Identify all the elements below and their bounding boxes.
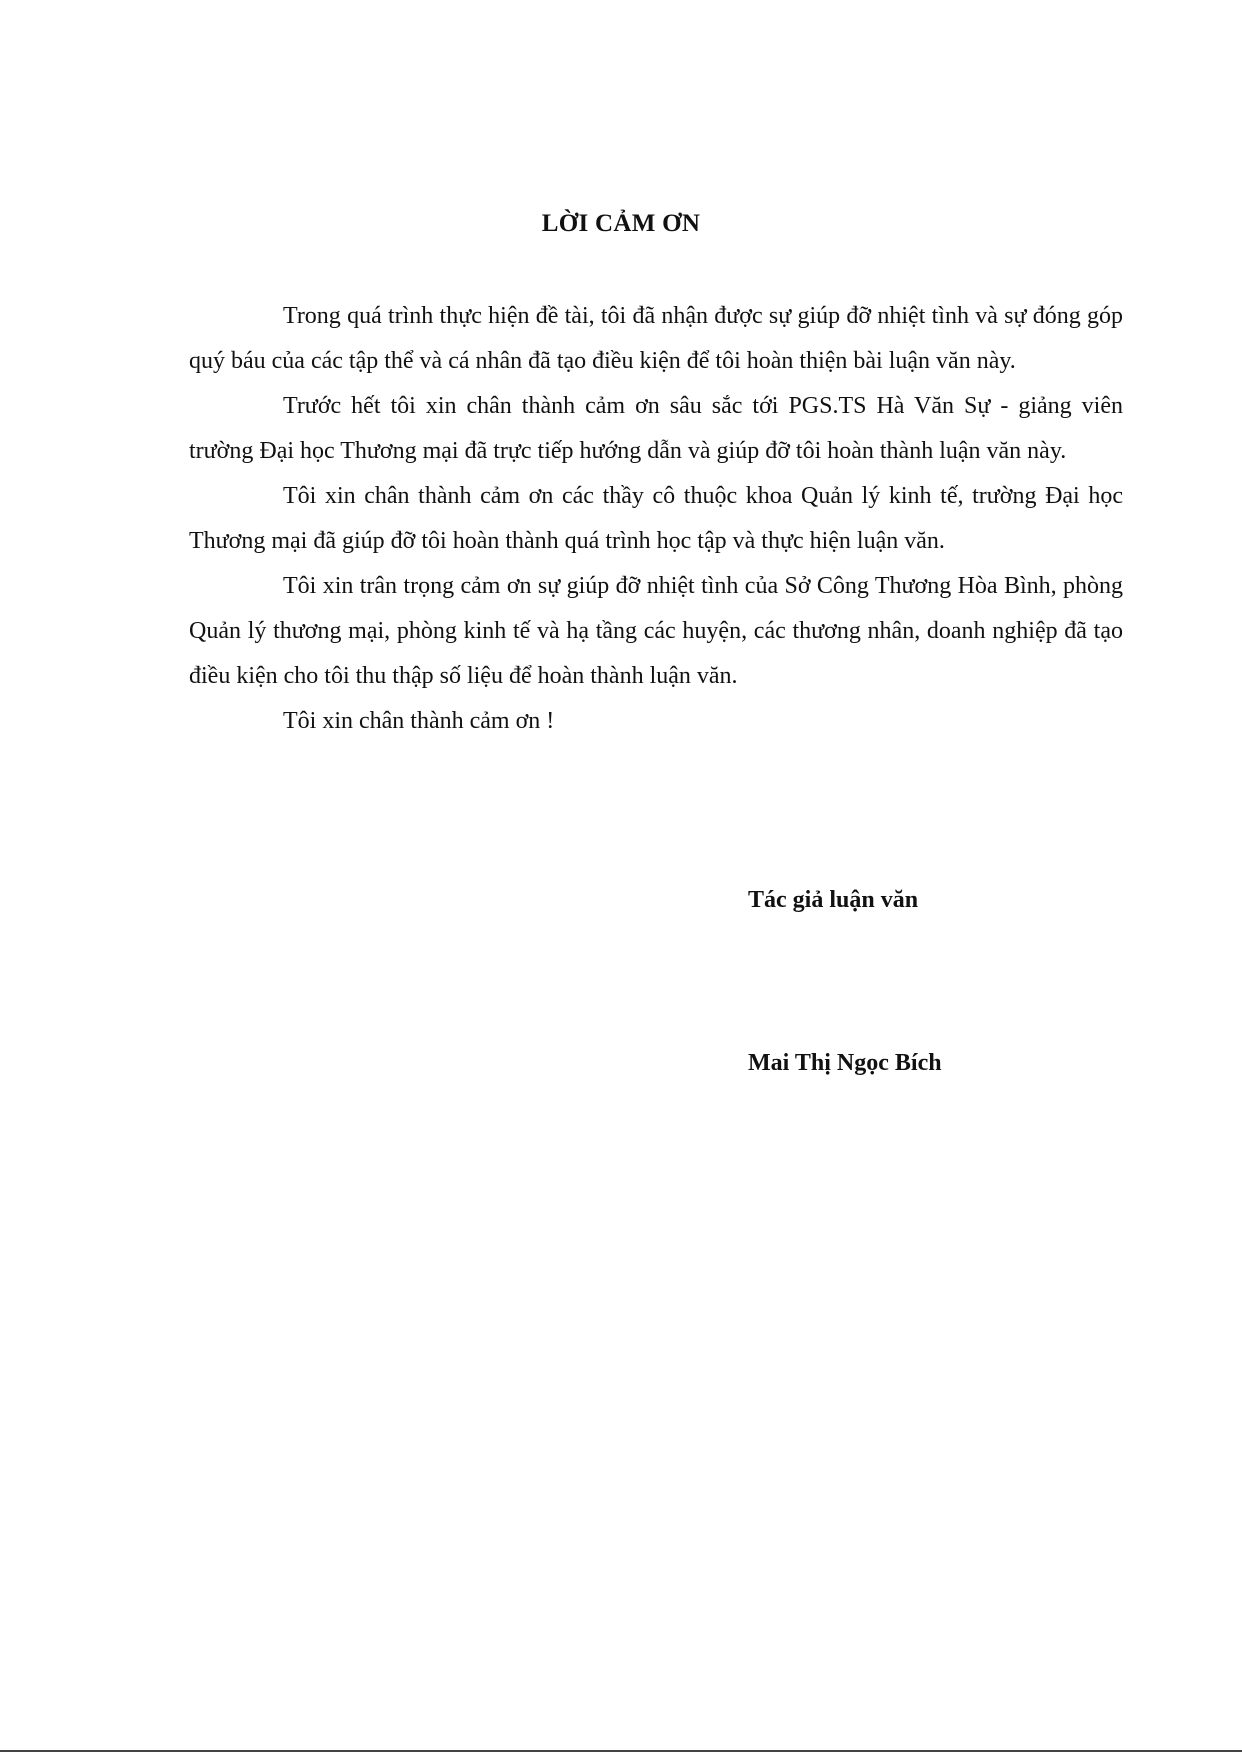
paragraph-3: Tôi xin chân thành cảm ơn các thầy cô thuộc khoa Quản lý kinh tế, trường Đại học Thương mại đã giúp đỡ tôi hoàn thành quá trình học tập và thực hiện luận văn.: [189, 483, 1123, 554]
acknowledgement-body: [189, 294, 1123, 744]
signature-name: Mai Thị Ngọc Bích: [748, 1050, 942, 1076]
paragraph-1: Trong quá trình thực hiện đề tài, tôi đã nhận được sự giúp đỡ nhiệt tình và sự đóng góp quý báu của các tập thể và cá nhân đã tạo điều kiện để tôi hoàn thiện bài luận văn này.: [189, 303, 1123, 374]
closing-line: Tôi xin chân thành cảm ơn !: [283, 708, 555, 734]
paragraph-4: Tôi xin trân trọng cảm ơn sự giúp đỡ nhiệt tình của Sở Công Thương Hòa Bình, phòng Quản lý thương mại, phòng kinh tế và hạ tầng các huyện, các thương nhân, doanh nghiệp đã tạo điều kiện cho tôi thu thập số liệu để hoàn thành luận văn.: [189, 573, 1123, 689]
bottom-divider: [0, 1750, 1242, 1752]
paragraph-2: Trước hết tôi xin chân thành cảm ơn sâu sắc tới PGS.TS Hà Văn Sự - giảng viên trường Đại học Thương mại đã trực tiếp hướng dẫn và giúp đỡ tôi hoàn thành luận văn này.: [189, 393, 1123, 464]
page-title: LỜI CẢM ƠN: [541, 210, 701, 237]
signature-role: Tác giả luận văn: [748, 887, 919, 913]
